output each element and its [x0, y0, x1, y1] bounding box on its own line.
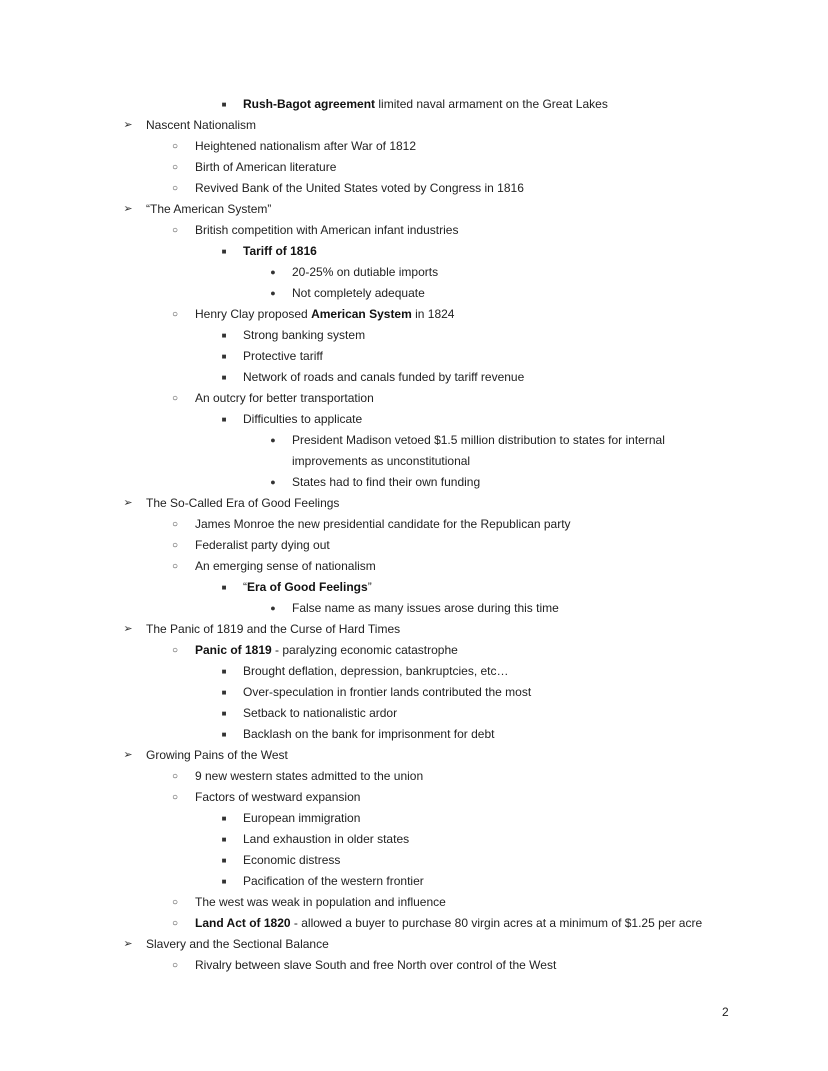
- text-run: British competition with American infant industries: [195, 223, 459, 237]
- bullet-icon: ○: [171, 309, 179, 320]
- outline-item-text: [292, 430, 665, 451]
- text-run: James Monroe the new presidential candidate for the Republican party: [195, 517, 571, 531]
- outline-item-text: [243, 682, 531, 703]
- outline-item-text: [195, 640, 458, 661]
- text-run: False name as many issues arose during this time: [292, 601, 559, 615]
- bullet-icon: ➢: [123, 119, 133, 131]
- text-run: improvements as unconstitutional: [292, 454, 471, 468]
- outline-item-text: [195, 136, 416, 157]
- outline-item-text: [146, 745, 288, 766]
- bullet-icon: ■: [221, 709, 227, 718]
- bullet-icon: ○: [171, 960, 179, 971]
- bold-term: Panic of 1819: [195, 643, 272, 657]
- outline-item-text: [243, 346, 323, 367]
- text-run: - allowed a buyer to purchase 80 virgin acres at a minimum of $1.25 per acre: [290, 916, 703, 930]
- bullet-icon: ■: [221, 835, 227, 844]
- text-run: limited naval armament on the Great Lakes: [375, 97, 608, 111]
- outline-item-text: [195, 787, 360, 808]
- bullet-icon: ■: [221, 331, 227, 340]
- text-run: President Madison vetoed $1.5 million distribution to states for internal: [292, 433, 665, 447]
- text-run: ”: [367, 580, 372, 594]
- text-run: Pacification of the western frontier: [243, 874, 424, 888]
- bullet-icon: ●: [270, 288, 276, 298]
- bullet-icon: ■: [221, 352, 227, 361]
- bullet-icon: ■: [221, 814, 227, 823]
- text-run: European immigration: [243, 811, 361, 825]
- text-run: Economic distress: [243, 853, 341, 867]
- bullet-icon: ○: [171, 519, 179, 530]
- outline-item-text: [146, 115, 256, 136]
- outline-item-text: [195, 304, 454, 325]
- text-run: Strong banking system: [243, 328, 366, 342]
- bullet-icon: ➢: [123, 749, 133, 761]
- outline-item-text: [195, 157, 336, 178]
- outline-item-text: [243, 724, 494, 745]
- bullet-icon: ●: [270, 267, 276, 277]
- outline-item-text: [195, 178, 524, 199]
- bullet-icon: ■: [221, 688, 227, 697]
- outline-item-text: [195, 766, 423, 787]
- text-run: Over-speculation in frontier lands contributed the most: [243, 685, 532, 699]
- bullet-icon: ➢: [123, 203, 133, 215]
- text-run: “: [243, 580, 247, 594]
- outline-item-text: [195, 913, 702, 934]
- bold-term: American System: [311, 307, 412, 321]
- outline-item-text: [243, 94, 608, 115]
- text-run: Brought deflation, depression, bankruptcies, etc…: [243, 664, 509, 678]
- bullet-icon: ➢: [123, 497, 133, 509]
- bullet-icon: ○: [171, 918, 179, 929]
- bullet-icon: ●: [270, 603, 276, 613]
- text-run: 9 new western states admitted to the union: [195, 769, 424, 783]
- bullet-icon: ■: [221, 100, 227, 109]
- outline-item-text: [243, 367, 524, 388]
- text-run: Network of roads and canals funded by tariff revenue: [243, 370, 525, 384]
- bold-term: Era of Good Feelings: [247, 580, 368, 594]
- bold-term: Land Act of 1820: [195, 916, 291, 930]
- outline-item-text: [195, 556, 376, 577]
- outline-item-text: [195, 388, 374, 409]
- bullet-icon: ○: [171, 183, 179, 194]
- text-run: The So-Called Era of Good Feelings: [146, 496, 340, 510]
- bullet-icon: ○: [171, 141, 179, 152]
- outline-item-text: [243, 409, 362, 430]
- text-run: An outcry for better transportation: [195, 391, 374, 405]
- bullet-icon: ■: [221, 373, 227, 382]
- bullet-icon: ○: [171, 393, 179, 404]
- bold-term: Rush-Bagot agreement: [243, 97, 376, 111]
- text-run: Rivalry between slave South and free North over control of the West: [195, 958, 557, 972]
- text-run: Henry Clay proposed: [195, 307, 312, 321]
- text-run: Difficulties to applicate: [243, 412, 363, 426]
- text-run: The west was weak in population and influence: [195, 895, 446, 909]
- text-run: Protective tariff: [243, 349, 323, 363]
- outline-item-text: [243, 808, 360, 829]
- bullet-icon: ➢: [123, 623, 133, 635]
- text-run: Factors of westward expansion: [195, 790, 361, 804]
- outline-item-text: [243, 829, 409, 850]
- bullet-icon: ○: [171, 162, 179, 173]
- outline-item-text: [243, 661, 509, 682]
- bullet-icon: ○: [171, 771, 179, 782]
- bullet-icon: ➢: [123, 938, 133, 950]
- text-run: States had to find their own funding: [292, 475, 481, 489]
- outline-item-text: [292, 598, 559, 619]
- outline-item-text: [243, 703, 397, 724]
- bullet-icon: ■: [221, 415, 227, 424]
- outline-item-text: [243, 850, 340, 871]
- text-run: in 1824: [411, 307, 455, 321]
- bullet-icon: ○: [171, 897, 179, 908]
- outline-item-text: [292, 451, 470, 472]
- text-run: “The American System”: [146, 202, 272, 216]
- bullet-icon: ■: [221, 583, 227, 592]
- outline-item-text: [146, 493, 339, 514]
- text-run: Nascent Nationalism: [146, 118, 257, 132]
- text-run: Revived Bank of the United States voted by Congress in 1816: [195, 181, 524, 195]
- bullet-icon: ●: [270, 435, 276, 445]
- bullet-icon: ○: [171, 225, 179, 236]
- outline-item-text: [195, 220, 458, 241]
- outline-item-text: [195, 514, 571, 535]
- text-run: Backlash on the bank for imprisonment for debt: [243, 727, 495, 741]
- outline-item-text: [243, 241, 317, 262]
- outline-item-text: [146, 199, 271, 220]
- text-run: Federalist party dying out: [195, 538, 330, 552]
- outline-item-text: [292, 283, 425, 304]
- text-run: - paralyzing economic catastrophe: [271, 643, 458, 657]
- bold-term: Tariff of 1816: [243, 244, 317, 258]
- bullet-icon: ■: [221, 247, 227, 256]
- outline-item-text: [146, 934, 329, 955]
- text-run: Heightened nationalism after War of 1812: [195, 139, 417, 153]
- text-run: An emerging sense of nationalism: [195, 559, 376, 573]
- outline-item-text: [243, 577, 372, 598]
- outline-item-text: [292, 472, 480, 493]
- bullet-icon: ■: [221, 856, 227, 865]
- page-number: 2: [722, 1005, 729, 1019]
- bullet-icon: ●: [270, 477, 276, 487]
- text-run: Not completely adequate: [292, 286, 425, 300]
- bullet-icon: ■: [221, 877, 227, 886]
- bullet-icon: ■: [221, 667, 227, 676]
- outline-item-text: [243, 325, 365, 346]
- bullet-icon: ○: [171, 561, 179, 572]
- text-run: Setback to nationalistic ardor: [243, 706, 398, 720]
- outline-item-text: [195, 535, 330, 556]
- text-run: 20-25% on dutiable imports: [292, 265, 439, 279]
- bullet-icon: ○: [171, 540, 179, 551]
- bullet-icon: ○: [171, 792, 179, 803]
- outline-item-text: [292, 262, 438, 283]
- bullet-icon: ■: [221, 730, 227, 739]
- text-run: Land exhaustion in older states: [243, 832, 410, 846]
- outline-item-text: [195, 955, 556, 976]
- outline-item-text: [195, 892, 446, 913]
- outline-item-text: [146, 619, 400, 640]
- text-run: The Panic of 1819 and the Curse of Hard Times: [146, 622, 401, 636]
- text-run: Growing Pains of the West: [146, 748, 288, 762]
- text-run: Slavery and the Sectional Balance: [146, 937, 329, 951]
- bullet-icon: ○: [171, 645, 179, 656]
- text-run: Birth of American literature: [195, 160, 337, 174]
- outline-item-text: [243, 871, 424, 892]
